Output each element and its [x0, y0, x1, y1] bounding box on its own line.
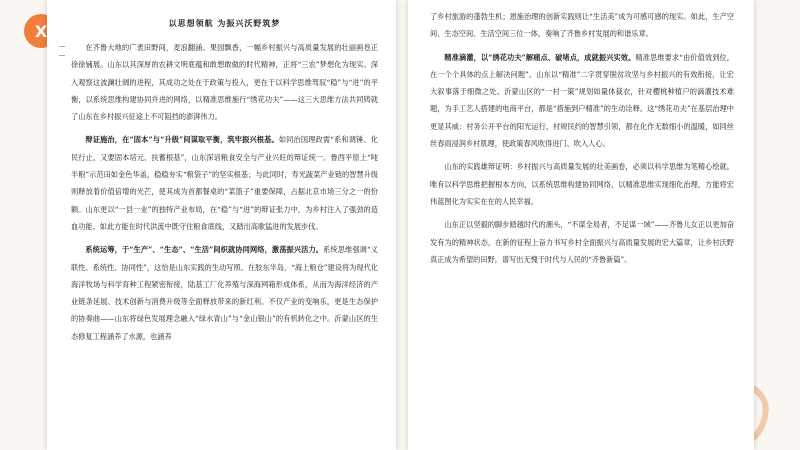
paragraph [71, 39, 378, 125]
paragraph [71, 131, 378, 235]
margin-marker-icon [59, 46, 65, 56]
paragraph-text: 精准思维要求“由价值效到位，在一个个具体的点上解决问题”。山东以“精准”二字贯穿脱贫攻坚与乡村振兴的有效衔接，让宏大叙事落于细微之处。沂蒙山区的“一村一策”规划如量体裁衣，针对樱桃种植户的滴灌技术难题，为手工艺人搭建的电商平台，都是“措施到户精准”的生动诠释。这“绣花功夫”在基层治理中更显其威：村务公开平台的阳光运行，村规民约的智慧引领，都在化作无数细小的温暖，如同丝丝春雨浸润乡村肌理，使政策春风吹得进门、吹入人心。 [430, 52, 734, 149]
paragraph [430, 8, 734, 43]
paragraph-text: 在齐鲁大地的广袤田野间，麦浪翻涌、果园飘香，一幅乡村振兴与高质量发展的壮丽画卷正徐徐铺展。山东以其深厚的农耕文明底蕴和敢想敢做的时代精神，正将“三农”梦想化为现实。深入观察这波澜壮阔的进程，其成功之处在于政策与投入，更在于以科学思维驾驭“稳”与“进”的平衡，以系统思维构建协同并进的网络，以精准思维施行“绣花功夫”——这三大思维方法共同铸就了山东在乡村振兴征途上不可阻挡的澎湃伟力。 [71, 43, 378, 122]
document-page-right [408, 0, 754, 450]
paragraph-text: 山东的实践雄辩证明：乡村振兴与高质量发展的壮美画卷，必须以科学思维为笔精心绘就。唯有以科学思维把握根本方向，以系统思维构建协同网络，以精准思维实现细化治理，方能将宏伟蓝图化为实实在在的人民幸福。 [430, 162, 734, 206]
document-page-left [47, 0, 396, 450]
paragraph-lead: 辩证施治，在“固本”与“升级”间谋取平衡，筑牢振兴根基。 [85, 135, 279, 145]
paragraph-text: 了乡村旅游的蓬勃生机；恩施治理的创新实践则让“生活美”成为可感可感的现实。如此，生产空间、生态空间、生活空间三位一体，奏响了齐鲁乡村发展的和谐乐章。 [430, 12, 734, 39]
document-title: 以思想领航 为振兴沃野筑梦 [168, 18, 281, 28]
paragraph-lead: 精准滴灌，以“绣花功夫”解痛点、破堵点，成就振兴实效。 [444, 52, 636, 62]
paragraph-text: 如同治国理政需“系和调锤、化民行止，又要固本培元、扶蓄根基”，山东深谙粮食安全与产业兴旺的辩证统一。鲁西平原上“吨半粮”示范田如金色华盖，稳稳夯实“粮袋子”的坚实根基；与此同时，寿光蔬菜产业链的智慧升级则释放着价值倍增的光芒，使其成为首都餐桌的“菜篮子”重要保障，占据北京市场三分之一的份额。山东更以“一县一业”的独特产业布局，在“稳”与“进”的辩证张力中，为乡村注入了强劲的造血功能。如此方能在时代洪流中既守住粮食底线，又踏出高歌猛进的发展步伐。 [71, 135, 378, 231]
paragraph [71, 241, 378, 345]
paragraph-text: 山东正以坚毅的脚步踏越时代的潮头，“不谋全局者，不足谋一域”——齐鲁儿女正以更加奋发有为的精神状态，在新的征程上奋力书写乡村全面振兴与高质量发展的宏大篇章，让乡村沃野真正成为希望的田野，谱写出无愧于时代与人民的“齐鲁新篇”。 [430, 220, 734, 264]
app-logo-icon[interactable]: X [24, 14, 58, 48]
paragraph-lead: 系统运筹，于“生产”、“生态”、“生活”间织就协同网络，激荡振兴活力。 [85, 245, 324, 255]
paragraph [430, 158, 734, 210]
paragraph-text: 系统思维强调“义联性、系统性、协同性”，这恰是山东实践的生动写照。在胶东半岛，“海上粮仓”建设将为现代化海洋牧场与科学育种工程紧密衔接，陆基工厂化养殖与深海网箱形成体系，从而为海洋经济的产业链条延展、技术创新与消费升级等全面释放带来的新红利。不仅产业的变响乐，更是生态保护的协奏曲——山东将绿色发展理念融入“绿水青山”与“金山银山”的有机转化之中。沂蒙山区的生态修复工程涵养了水源，也涵养 [71, 245, 378, 341]
paragraph [430, 216, 734, 268]
paragraph [430, 49, 734, 153]
